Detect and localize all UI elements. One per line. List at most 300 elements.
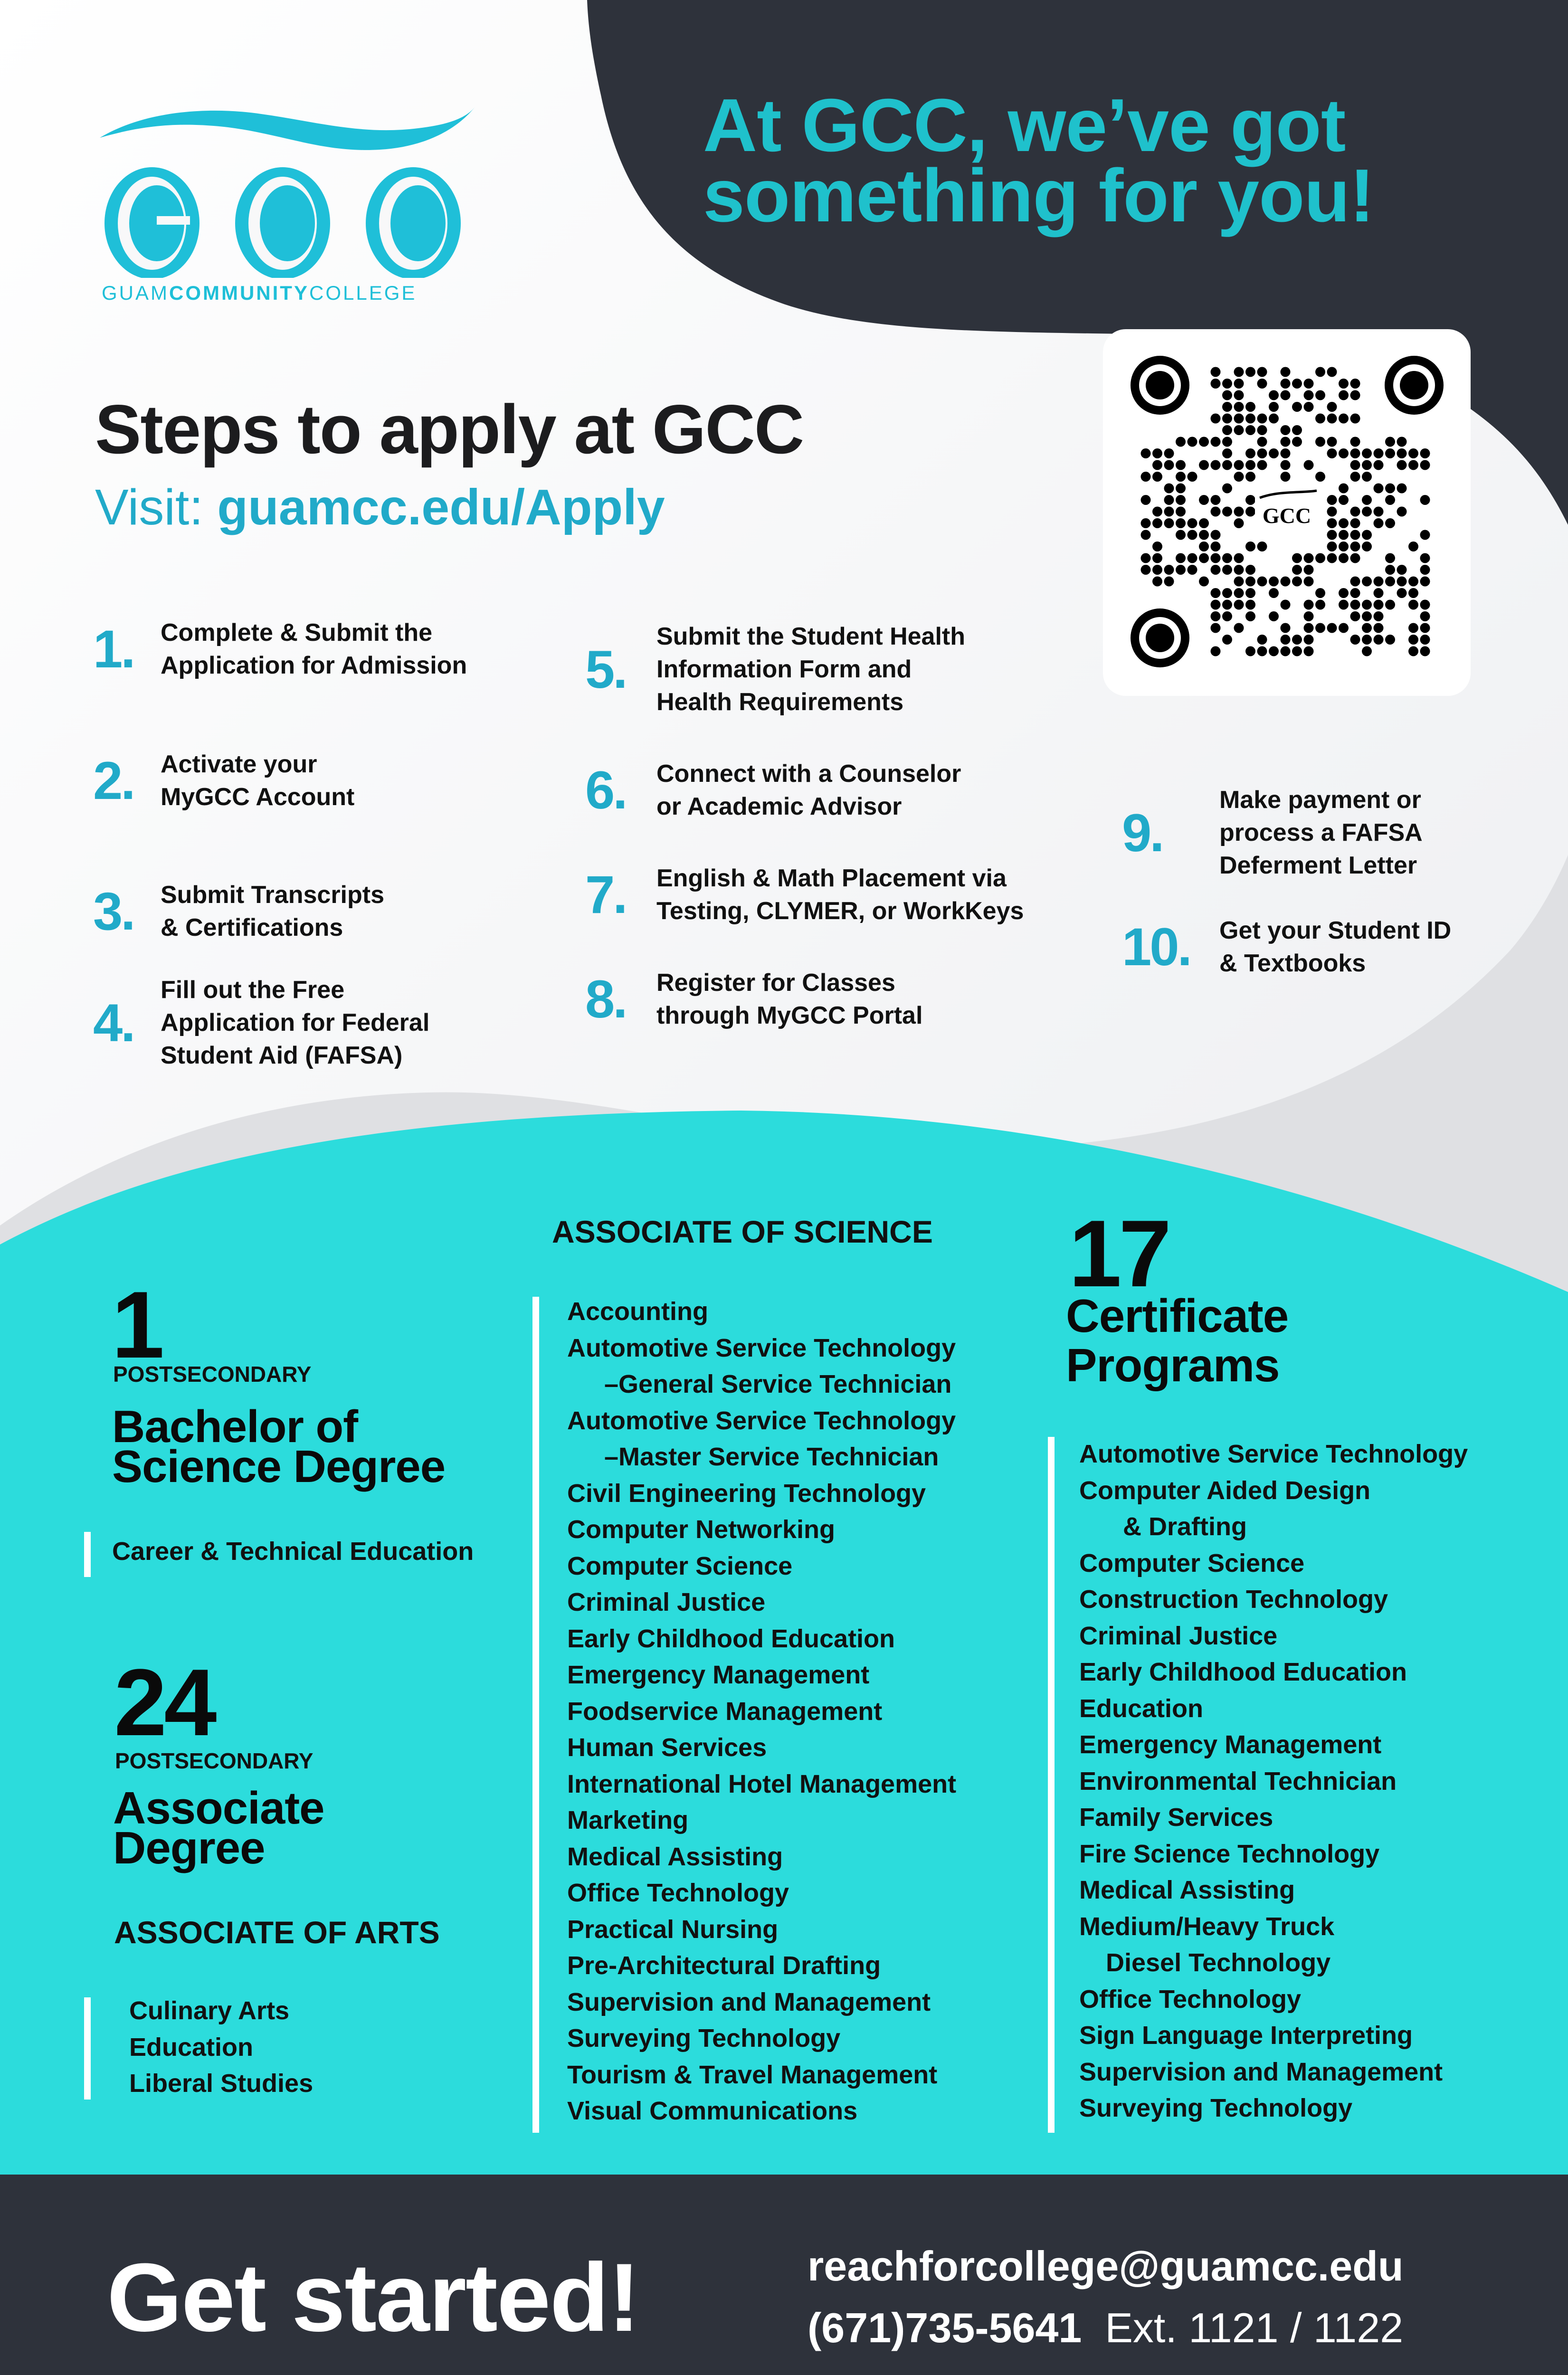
program-item: Education <box>1079 1694 1204 1723</box>
qr-module <box>1292 577 1302 587</box>
qr-module <box>1188 553 1197 563</box>
qr-module <box>1408 542 1418 551</box>
qr-module <box>1339 553 1349 563</box>
qr-module <box>1315 588 1325 598</box>
associate-title: Associate Degree <box>113 1783 324 1873</box>
qr-module <box>1327 367 1337 377</box>
qr-center-label: GCC <box>1262 504 1311 528</box>
qr-module <box>1374 611 1384 621</box>
qr-module <box>1222 635 1232 645</box>
qr-module <box>1350 588 1360 598</box>
qr-module <box>1234 390 1244 400</box>
qr-module <box>1222 553 1232 563</box>
qr-module <box>1397 588 1407 598</box>
qr-module <box>1339 542 1349 551</box>
qr-center-logo-icon <box>1255 486 1319 533</box>
qr-module <box>1176 495 1186 505</box>
qr-module <box>1245 425 1255 435</box>
qr-module <box>1269 402 1279 412</box>
qr-module <box>1234 600 1244 610</box>
qr-module <box>1176 530 1186 540</box>
qr-module <box>1327 530 1337 540</box>
bachelor-kicker: POSTSECONDARY <box>113 1362 312 1387</box>
step-6 <box>585 758 961 823</box>
qr-module <box>1327 623 1337 633</box>
qr-module <box>1141 518 1151 528</box>
qr-module <box>1327 553 1337 563</box>
step-text: Get your Student ID & Textbooks <box>1219 917 1452 977</box>
qr-module <box>1245 495 1255 505</box>
qr-module <box>1397 577 1407 587</box>
qr-module <box>1315 437 1325 447</box>
logo-letters-icon <box>105 167 461 278</box>
qr-module <box>1350 553 1360 563</box>
qr-module <box>1141 495 1151 505</box>
qr-module <box>1339 484 1349 494</box>
program-item: Surveying Technology <box>567 2024 841 2052</box>
qr-module <box>1304 600 1314 610</box>
qr-module <box>1362 495 1372 505</box>
qr-module <box>1281 379 1291 389</box>
bachelor-title: Bachelor of Science Degree <box>112 1401 446 1492</box>
qr-module <box>1420 611 1430 621</box>
qr-module <box>1245 414 1255 424</box>
phone-number[interactable]: (671)735-5641 <box>808 2304 1082 2351</box>
qr-module <box>1164 577 1174 587</box>
contact-phone <box>808 2304 1403 2352</box>
qr-module <box>1257 460 1267 470</box>
qr-module <box>1257 414 1267 424</box>
qr-module <box>1234 588 1244 598</box>
associate-of-arts-heading: ASSOCIATE OF ARTS <box>114 1915 440 1950</box>
qr-module <box>1304 577 1314 587</box>
qr-module <box>1397 507 1407 517</box>
qr-module <box>1257 379 1267 389</box>
qr-module <box>1211 565 1221 575</box>
program-item: Surveying Technology <box>1079 2094 1353 2122</box>
arts-divider <box>84 1997 91 2100</box>
qr-module <box>1188 472 1197 482</box>
program-item: Early Childhood Education <box>567 1624 895 1653</box>
qr-module <box>1304 402 1314 412</box>
qr-module <box>1362 600 1372 610</box>
qr-module <box>1374 635 1384 645</box>
qr-module <box>1245 542 1255 551</box>
visit-line <box>95 479 665 536</box>
qr-module <box>1304 623 1314 633</box>
qr-module <box>1281 472 1291 482</box>
qr-module <box>1245 646 1255 656</box>
logo-wave-icon <box>100 107 475 150</box>
program-item: Medical Assisting <box>1079 1876 1295 1904</box>
phone-extension: Ext. 1121 / 1122 <box>1105 2304 1404 2351</box>
qr-module <box>1327 402 1337 412</box>
program-item: Tourism & Travel Management <box>567 2060 938 2089</box>
qr-code-icon <box>1103 329 1471 696</box>
step-number: 9. <box>1122 803 1163 863</box>
qr-module <box>1164 518 1174 528</box>
qr-module <box>1211 588 1221 598</box>
qr-module <box>1350 507 1360 517</box>
qr-module <box>1281 390 1291 400</box>
get-started-cta: Get started! <box>107 2243 639 2352</box>
step-text: English & Math Placement via Testing, CLYMER, or WorkKeys <box>656 864 1024 925</box>
qr-module <box>1234 402 1244 412</box>
contact-email[interactable]: reachforcollege@guamcc.edu <box>808 2242 1404 2290</box>
qr-module <box>1199 530 1209 540</box>
qr-module <box>1245 448 1255 458</box>
qr-code[interactable] <box>1103 329 1471 696</box>
qr-module <box>1281 623 1291 633</box>
qr-module <box>1327 437 1337 447</box>
qr-module <box>1420 460 1430 470</box>
qr-module <box>1327 495 1337 505</box>
program-item: Marketing <box>567 1806 689 1834</box>
qr-module <box>1222 507 1232 517</box>
qr-module <box>1281 600 1291 610</box>
qr-module <box>1141 472 1151 482</box>
qr-module <box>1176 472 1186 482</box>
qr-module <box>1176 507 1186 517</box>
steps-title: Steps to apply at GCC <box>95 390 804 468</box>
qr-module <box>1374 577 1384 587</box>
step-4 <box>93 974 429 1072</box>
qr-module <box>1211 437 1221 447</box>
qr-module <box>1211 600 1221 610</box>
qr-module <box>1420 553 1430 563</box>
qr-module <box>1304 646 1314 656</box>
headline-line-2: something for you! <box>703 154 1374 238</box>
qr-module <box>1211 646 1221 656</box>
qr-module <box>1420 635 1430 645</box>
qr-module <box>1315 553 1325 563</box>
program-item: Criminal Justice <box>1079 1621 1278 1650</box>
qr-module <box>1245 507 1255 517</box>
qr-module <box>1176 484 1186 494</box>
qr-module <box>1315 600 1325 610</box>
program-item: Automotive Service Technology <box>567 1406 956 1435</box>
program-item: Criminal Justice <box>567 1588 766 1616</box>
bachelor-count: 1 <box>112 1272 162 1378</box>
qr-module <box>1269 646 1279 656</box>
qr-module <box>1234 425 1244 435</box>
qr-module <box>1408 600 1418 610</box>
qr-module <box>1408 588 1418 598</box>
qr-module <box>1257 437 1267 447</box>
program-item: Fire Science Technology <box>1079 1839 1380 1868</box>
qr-module <box>1257 646 1267 656</box>
qr-module <box>1350 542 1360 551</box>
qr-module <box>1269 588 1279 598</box>
program-item: Career & Technical Education <box>112 1537 474 1566</box>
qr-module <box>1374 623 1384 633</box>
qr-module <box>1152 448 1162 458</box>
qr-module <box>1222 588 1232 598</box>
qr-module <box>1152 577 1162 587</box>
qr-module <box>1408 448 1418 458</box>
qr-module <box>1350 379 1360 389</box>
program-item: –General Service Technician <box>604 1370 952 1398</box>
qr-module <box>1350 390 1360 400</box>
qr-module <box>1199 553 1209 563</box>
program-item: Supervision and Management <box>567 1987 931 2016</box>
qr-module <box>1222 448 1232 458</box>
qr-module <box>1292 402 1302 412</box>
qr-module <box>1374 448 1384 458</box>
qr-module <box>1188 518 1197 528</box>
qr-module <box>1141 565 1151 575</box>
qr-module <box>1211 460 1221 470</box>
qr-module <box>1374 484 1384 494</box>
bachelor-divider <box>84 1532 91 1577</box>
qr-module <box>1397 437 1407 447</box>
qr-module <box>1350 437 1360 447</box>
step-number: 5. <box>585 639 626 699</box>
qr-module <box>1292 646 1302 656</box>
gcc-logo-mark <box>95 102 485 278</box>
qr-module <box>1362 623 1372 633</box>
qr-module <box>1397 484 1407 494</box>
qr-module <box>1222 379 1232 389</box>
qr-module <box>1362 611 1372 621</box>
qr-module <box>1408 646 1418 656</box>
program-item: Environmental Technician <box>1079 1767 1397 1796</box>
program-item: Emergency Management <box>1079 1730 1382 1759</box>
qr-module <box>1385 553 1395 563</box>
step-text: Activate your MyGCC Account <box>161 750 355 811</box>
qr-module <box>1292 425 1302 435</box>
qr-module <box>1362 542 1372 551</box>
qr-module <box>1420 577 1430 587</box>
qr-module <box>1385 448 1395 458</box>
program-item: Automotive Service Technology <box>567 1333 956 1362</box>
qr-module <box>1304 565 1314 575</box>
qr-module <box>1234 507 1244 517</box>
qr-module <box>1234 379 1244 389</box>
qr-module <box>1176 553 1186 563</box>
program-item: Medium/Heavy Truck <box>1079 1912 1335 1941</box>
program-item: Education <box>129 2033 254 2062</box>
qr-module <box>1385 495 1395 505</box>
step-number: 10. <box>1122 917 1190 977</box>
qr-module <box>1211 495 1221 505</box>
qr-module <box>1281 448 1291 458</box>
qr-module <box>1315 472 1325 482</box>
qr-module <box>1222 402 1232 412</box>
step-1 <box>93 617 467 682</box>
qr-module <box>1245 600 1255 610</box>
qr-module <box>1339 414 1349 424</box>
qr-module <box>1327 542 1337 551</box>
step-2 <box>93 748 354 814</box>
logo-subtitle-community: COMMUNITY <box>169 282 309 304</box>
qr-module <box>1385 437 1395 447</box>
qr-module <box>1211 623 1221 633</box>
program-item: Computer Science <box>567 1551 793 1580</box>
qr-module <box>1269 448 1279 458</box>
qr-finder-top-right-icon <box>1385 356 1444 415</box>
qr-module <box>1315 390 1325 400</box>
qr-module <box>1281 425 1291 435</box>
qr-module <box>1420 623 1430 633</box>
science-list <box>567 1293 956 2129</box>
program-item: Sign Language Interpreting <box>1079 2021 1413 2050</box>
qr-module <box>1234 414 1244 424</box>
certificate-divider <box>1048 1437 1055 2133</box>
step-text: Register for Classes through MyGCC Portal <box>656 969 923 1029</box>
qr-module <box>1152 460 1162 470</box>
qr-module <box>1141 448 1151 458</box>
program-item: International Hotel Management <box>567 1769 957 1798</box>
science-divider <box>532 1297 539 2133</box>
qr-module <box>1199 542 1209 551</box>
step-text: Complete & Submit the Application for Admission <box>161 619 467 679</box>
qr-module <box>1408 577 1418 587</box>
step-number: 1. <box>93 619 134 679</box>
certificate-list <box>1079 1436 1468 2127</box>
qr-module <box>1188 437 1197 447</box>
program-item: Accounting <box>567 1297 708 1326</box>
qr-module <box>1362 448 1372 458</box>
headline <box>703 84 1511 238</box>
qr-module <box>1234 518 1244 528</box>
qr-module <box>1385 577 1395 587</box>
qr-module <box>1164 565 1174 575</box>
qr-module <box>1420 448 1430 458</box>
qr-module <box>1397 460 1407 470</box>
qr-module <box>1304 379 1314 389</box>
qr-module <box>1245 402 1255 412</box>
associate-count: 24 <box>114 1650 214 1756</box>
qr-module <box>1350 611 1360 621</box>
qr-module <box>1257 367 1267 377</box>
qr-module <box>1339 495 1349 505</box>
qr-module <box>1339 588 1349 598</box>
program-item: Supervision and Management <box>1079 2057 1443 2086</box>
step-10 <box>1122 914 1451 980</box>
program-item: & Drafting <box>1123 1512 1247 1541</box>
qr-finder-top-left-icon <box>1131 356 1189 415</box>
qr-module <box>1420 600 1430 610</box>
qr-module <box>1315 414 1325 424</box>
qr-module <box>1408 635 1418 645</box>
program-item: Practical Nursing <box>567 1915 779 1944</box>
program-item: Automotive Service Technology <box>1079 1440 1468 1468</box>
qr-module <box>1327 507 1337 517</box>
program-item: Medical Assisting <box>567 1842 783 1871</box>
qr-module <box>1211 379 1221 389</box>
qr-module <box>1152 518 1162 528</box>
qr-module <box>1188 565 1197 575</box>
qr-module <box>1245 577 1255 587</box>
qr-module <box>1152 472 1162 482</box>
program-item: Pre-Architectural Drafting <box>567 1951 881 1980</box>
qr-module <box>1304 390 1314 400</box>
qr-module <box>1269 577 1279 587</box>
qr-module <box>1211 507 1221 517</box>
qr-module <box>1362 472 1372 482</box>
qr-module <box>1374 600 1384 610</box>
qr-module <box>1269 414 1279 424</box>
arts-list <box>129 1993 313 2102</box>
program-item: Culinary Arts <box>129 1996 290 2025</box>
qr-module <box>1315 623 1325 633</box>
step-number: 4. <box>93 993 134 1053</box>
qr-module <box>1176 565 1186 575</box>
qr-module <box>1339 448 1349 458</box>
step-number: 7. <box>585 865 626 924</box>
qr-module <box>1152 565 1162 575</box>
step-8 <box>585 967 922 1032</box>
qr-module <box>1164 460 1174 470</box>
program-item: Early Childhood Education <box>1079 1658 1407 1686</box>
step-text: Make payment or process a FAFSA Deferment Letter <box>1219 786 1423 879</box>
qr-module <box>1222 484 1232 494</box>
program-item: Construction Technology <box>1079 1585 1388 1614</box>
qr-module <box>1245 588 1255 598</box>
qr-module <box>1234 565 1244 575</box>
step-9 <box>1122 784 1423 882</box>
qr-module <box>1257 542 1267 551</box>
qr-module <box>1362 460 1372 470</box>
certificate-title: Certificate Programs <box>1066 1290 1289 1391</box>
visit-label: Visit: <box>95 479 203 535</box>
qr-module <box>1385 600 1395 610</box>
qr-module <box>1315 367 1325 377</box>
qr-module <box>1164 495 1174 505</box>
qr-module <box>1339 390 1349 400</box>
qr-module <box>1281 635 1291 645</box>
qr-module <box>1292 379 1302 389</box>
qr-module <box>1234 460 1244 470</box>
qr-module <box>1374 518 1384 528</box>
qr-module <box>1211 542 1221 551</box>
qr-module <box>1385 484 1395 494</box>
qr-module <box>1304 635 1314 645</box>
qr-module <box>1211 367 1221 377</box>
qr-module <box>1152 542 1162 551</box>
qr-module <box>1199 518 1209 528</box>
step-text: Submit Transcripts & Certifications <box>161 881 384 941</box>
qr-module <box>1176 460 1186 470</box>
qr-module <box>1269 390 1279 400</box>
gcc-logo <box>95 102 485 306</box>
headline-line-1: At GCC, we’ve got <box>703 84 1346 167</box>
qr-module <box>1292 635 1302 645</box>
qr-module <box>1199 460 1209 470</box>
qr-module <box>1374 588 1384 598</box>
logo-subtitle-college: COLLEGE <box>309 282 417 304</box>
qr-module <box>1257 577 1267 587</box>
qr-module <box>1152 553 1162 563</box>
qr-module <box>1327 414 1337 424</box>
qr-module <box>1257 635 1267 645</box>
step-7 <box>585 862 1024 928</box>
qr-module <box>1176 518 1186 528</box>
qr-module <box>1397 448 1407 458</box>
qr-module <box>1350 448 1360 458</box>
step-number: 8. <box>585 969 626 1029</box>
qr-module <box>1374 507 1384 517</box>
program-item: Foodservice Management <box>567 1697 883 1726</box>
step-text: Submit the Student Health Information Form and Health Requirements <box>656 623 965 716</box>
qr-module <box>1350 518 1360 528</box>
qr-module <box>1362 577 1372 587</box>
qr-module <box>1176 437 1186 447</box>
apply-link[interactable]: guamcc.edu/Apply <box>217 479 665 535</box>
qr-module <box>1408 623 1418 633</box>
program-item: –Master Service Technician <box>604 1443 939 1471</box>
